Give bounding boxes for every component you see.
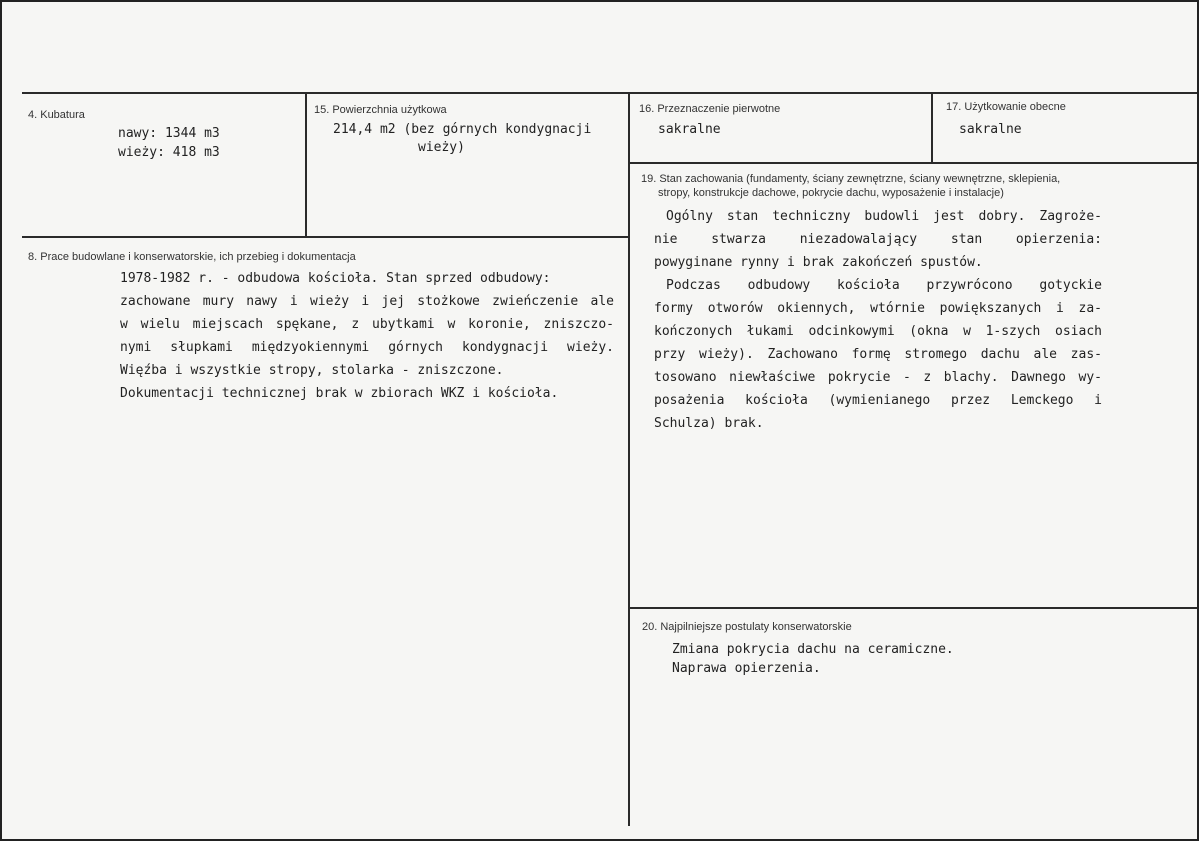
section-17-value: sakralne (959, 122, 1022, 137)
text-line: Schulza) brak. (654, 416, 764, 431)
section-15-value-line1: 214,4 m2 (bez górnych kondygnacji (333, 122, 592, 137)
divider-19-20 (630, 607, 1197, 609)
divider-4-8 (22, 236, 630, 238)
section-20-line1: Zmiana pokrycia dachu na ceramiczne. (672, 642, 954, 657)
section-15-value-line2: wieży) (418, 140, 465, 155)
section-4-values (118, 124, 268, 162)
kubatura-nawy: nawy: 1344 m3 (118, 126, 220, 141)
text-line: Podczas odbudowy kościoła przywrócono gotyckie (666, 278, 1102, 293)
divider-4-15 (305, 94, 307, 236)
divider-16-17 (931, 94, 933, 162)
section-20-label: 20. Najpilniejsze postulaty konserwatorskie (642, 621, 852, 633)
text-line: zachowane mury nawy i wieży i jej stożkowe zwieńczenie ale (120, 294, 614, 309)
text-line: Ogólny stan techniczny budowli jest dobry. Zagroże- (666, 209, 1102, 224)
text-line: 1978-1982 r. - odbudowa kościoła. Stan sprzed odbudowy: (120, 271, 551, 286)
section-15-label: 15. Powierzchnia użytkowa (314, 104, 447, 116)
text-line: nymi słupkami międzyokiennymi górnych kondygnacji wieży. (120, 340, 614, 355)
text-line: Więźba i wszystkie stropy, stolarka - zniszczone. (120, 363, 504, 378)
main-column-divider (628, 94, 630, 826)
text-line: posażenia kościoła (wymienianego przez Lemckego i (654, 393, 1102, 408)
text-line: formy otworów okiennych, wtórnie powiększanych i za- (654, 301, 1102, 316)
text-line: powyginane rynny i brak zakończeń spustów. (654, 255, 983, 270)
text-line: nie stwarza niezadowalający stan opierzenia: (654, 232, 1102, 247)
section-19-label-line1: 19. Stan zachowania (fundamenty, ściany zewnętrzne, ściany wewnętrzne, sklepienia, (641, 173, 1061, 185)
section-16-label: 16. Przeznaczenie pierwotne (639, 103, 781, 115)
text-line: Dokumentacji technicznej brak w zbiorach WKZ i kościoła. (120, 386, 559, 401)
divider-16-19 (628, 162, 1197, 164)
section-16-value: sakralne (658, 122, 721, 137)
section-19-text (654, 205, 1102, 435)
text-line: tosowano niewłaściwe pokrycie - z blachy. Dawnego wy- (654, 370, 1102, 385)
section-8-text (120, 267, 614, 405)
section-4-label: 4. Kubatura (28, 109, 85, 121)
text-line: przy wieży). Zachowano formę stromego dachu ale zas- (654, 347, 1102, 362)
text-line: w wielu miejscach spękane, z ubytkami w koronie, zniszczo- (120, 317, 614, 332)
section-8-label: 8. Prace budowlane i konserwatorskie, ich przebieg i dokumentacja (28, 251, 356, 263)
kubatura-wiezy: wieży: 418 m3 (118, 145, 220, 160)
section-20-line2: Naprawa opierzenia. (672, 661, 821, 676)
top-divider (22, 92, 1197, 94)
text-line: kończonych łukami odcinkowymi (okna w 1-szych osiach (654, 324, 1102, 339)
section-17-label: 17. Użytkowanie obecne (946, 101, 1066, 113)
section-19-label-line2: stropy, konstrukcje dachowe, pokrycie dachu, wyposażenie i instalacje) (658, 187, 1004, 199)
